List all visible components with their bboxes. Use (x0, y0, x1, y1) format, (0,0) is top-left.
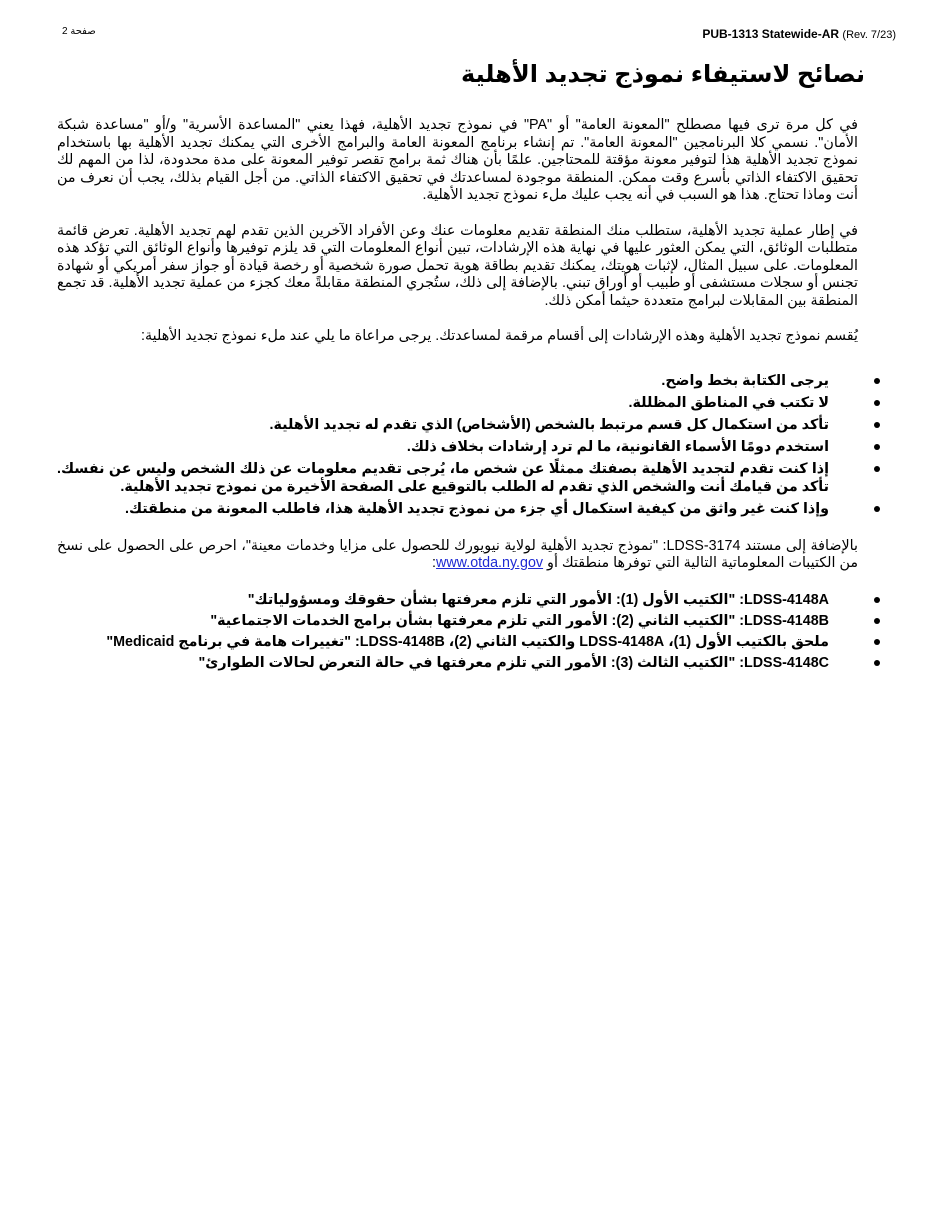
booklet-item (57, 633, 858, 652)
tip-item (57, 394, 858, 412)
tip-item (57, 372, 858, 390)
booklets-list (57, 591, 858, 673)
bullet-icon (874, 444, 880, 450)
booklet-title: : "الكتيب الثاني (2): الأمور التي تلزم معرفتها بشأن برامج الخدمات الاجتماعية" (210, 612, 744, 629)
tip-text: وإذا كنت غير واثق من كيفية استكمال أي جزء من نموذج تجديد الأهلية هذا، فاطلب المعونة من منطقتك. (125, 500, 829, 517)
bullet-icon (874, 466, 880, 472)
tips-list (57, 372, 858, 518)
tip-item (57, 500, 858, 518)
document-body (57, 117, 858, 675)
booklets-intro-end: : (432, 555, 437, 571)
booklet-item (57, 591, 858, 610)
bullet-icon (874, 618, 880, 624)
booklet-item (57, 612, 858, 631)
publication-id (702, 27, 896, 41)
page-title: نصائح لاستيفاء نموذج تجديد الأهلية (461, 61, 865, 88)
otda-website-link[interactable]: www.otda.ny.gov (436, 555, 544, 571)
publication-revision: (Rev. 7/23) (842, 29, 896, 41)
booklet-mid: والكتيب الثاني (2)، (444, 633, 580, 650)
tip-text: استخدم دومًا الأسماء القانونية، ما لم ترد إرشادات بخلاف ذلك. (406, 438, 829, 455)
booklets-intro-body: : "نموذج تجديد الأهلية لولاية نيويورك للحصول على مزايا وخدمات معينة"، احرص على الحصول على نسخ من الكتيبات المعلوماتية التالية التي توفرها منطقتك أو (57, 537, 858, 571)
booklet-item (57, 654, 858, 673)
booklet-code: LDSS-4148C (743, 654, 829, 671)
intro-paragraph-1: في كل مرة ترى فيها مصطلح "المعونة العامة" أو "PA" في نموذج تجديد الأهلية، فهذا يعني "المساعدة الأسرية" و/أو "مساعدة شبكة الأمان". نسمي كلا البرنامجين "المعونة العامة". تم إنشاء برنامج المعونة العامة والبرامج الأخرى التي يمكنك تجديد الأهلية بها باستخدام نموذج تجديد الأهلية هذا لتوفير معونة مؤقتة للمحتاجين. علمًا بأن هناك ثمة برامج تقصر توفير المعونة على مدة محدودة، لذا من المهم لك تحقيق الاكتفاء الذاتي بأسرع وقت ممكن. المنطقة موجودة لمساعدتك في تحقيق الاكتفاء الذاتي. من أجل القيام بذلك، يجب أن نعرف من أنت وماذا تحتاج. هذا هو السبب في أنه يجب عليك ملء نموذج تجديد الأهلية. (57, 117, 858, 203)
page-header (62, 26, 896, 44)
booklet-title: : "الكتيب الأول (1): الأمور التي تلزم معرفتها بشأن حقوقك ومسؤولياتك" (247, 591, 744, 608)
tip-item (57, 438, 858, 456)
booklet-code: LDSS-4148A (579, 633, 665, 650)
bullet-icon (874, 639, 880, 645)
booklet-code: LDSS-4148A (743, 591, 829, 608)
publication-code: PUB-1313 Statewide-AR (702, 27, 840, 41)
intro-paragraph-2: في إطار عملية تجديد الأهلية، ستطلب منك المنطقة تقديم معلومات عنك وعن الأفراد الآخرين الذين تقدم لهم تجديد الأهلية. تعرض قائمة متطلبات الوثائق، التي يمكن العثور عليها في نهاية هذه الإرشادات، تبين أنواع المعلومات التي قد يلزم توفيرها وأنواع الوثائق التي تؤكد هذه المعلومات. على سبيل المثال، لإثبات هويتك، يمكنك تقديم بطاقة هوية تحمل صورة شخصية أو رخصة قيادة أو جواز سفر أمريكي أو شهادة تجنس أو سجلات مستشفى أو طبيب أو أوراق تبني. بالإضافة إلى ذلك، ستُجري المنطقة مقابلةً معك كجزء من عملية تجديد الأهلية. قد تجمع المنطقة بين المقابلات لبرامج متعددة حيثما أمكن ذلك. (57, 222, 858, 309)
booklet-prefix: ملحق بالكتيب الأول (1)، (664, 633, 829, 650)
booklet-code: LDSS-4148B (743, 612, 829, 629)
tip-text: لا تكتب في المناطق المظللة. (628, 394, 829, 411)
form-code: LDSS-3174 (666, 537, 741, 554)
booklet-title: : "الكتيب الثالث (3): الأمور التي تلزم معرفتها في حالة التعرض لحالات الطوارئ" (198, 654, 744, 671)
tip-item (57, 460, 858, 496)
bullet-icon (874, 422, 880, 428)
booklet-code-secondary: LDSS-4148B (359, 633, 445, 650)
bullet-icon (874, 660, 880, 666)
bullet-icon (874, 378, 880, 384)
bullet-icon (874, 597, 880, 603)
bullet-icon (874, 400, 880, 406)
bullet-icon (874, 506, 880, 512)
booklets-intro-lead: بالإضافة إلى مستند (740, 537, 858, 554)
tip-text: تأكد من استكمال كل قسم مرتبط بالشخص (الأشخاص) الذي تقدم له تجديد الأهلية. (269, 416, 829, 433)
intro-paragraph-3: يُقسم نموذج تجديد الأهلية وهذه الإرشادات إلى أقسام مرقمة لمساعدتك. يرجى مراعاة ما يلي عند ملء نموذج تجديد الأهلية: (141, 328, 858, 344)
tip-text: إذا كنت تقدم لتجديد الأهلية بصفتك ممثلًا عن شخص ما، يُرجى تقديم معلومات عن ذلك الشخص وليس عن نفسك. تأكد من قيامك أنت والشخص الذي تقدم له الطلب بالتوقيع على الصفحة الأخيرة من نموذج تجديد الأهلية. (57, 460, 829, 495)
page-number: صفحة 2 (62, 26, 96, 37)
tip-text: يرجى الكتابة بخط واضح. (661, 372, 829, 389)
booklet-title: : "تغييرات هامة في برنامج Medicaid" (106, 633, 360, 650)
tip-item (57, 416, 858, 434)
booklets-intro-paragraph (57, 538, 858, 573)
